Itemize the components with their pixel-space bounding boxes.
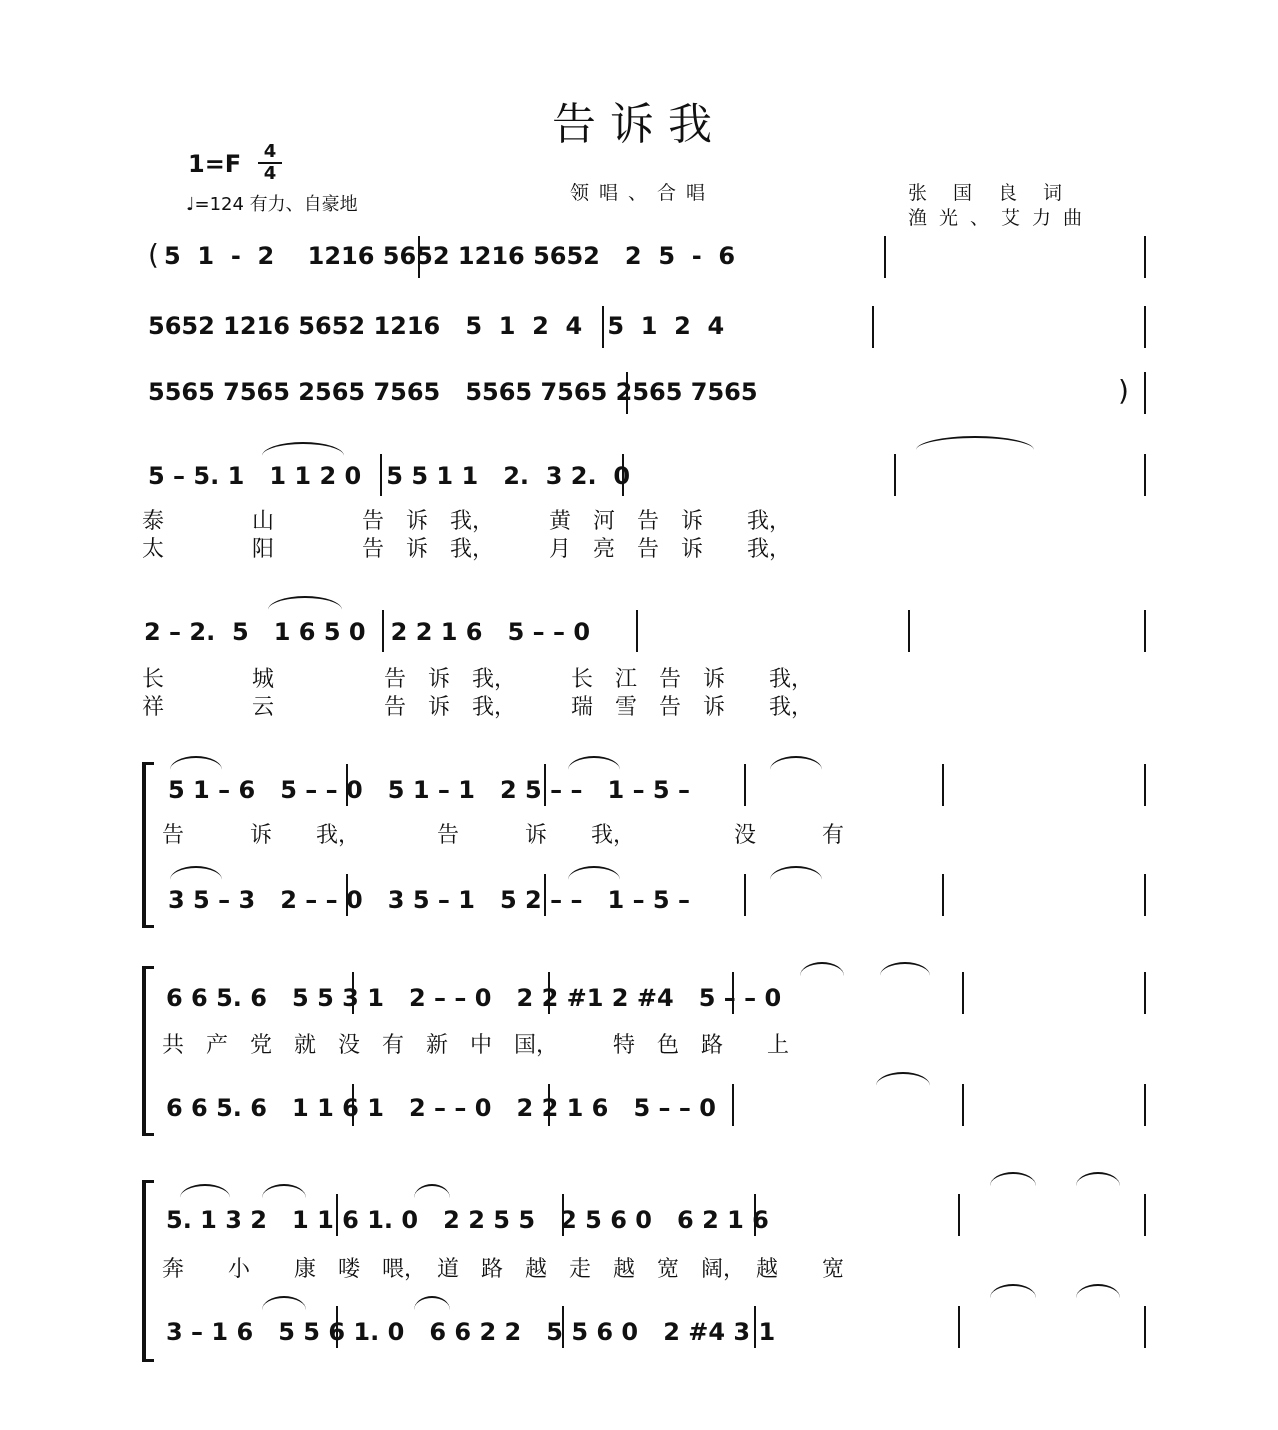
barline <box>962 972 964 1014</box>
barline <box>1144 874 1146 916</box>
slur <box>1076 1284 1120 1298</box>
notes-line: 5565 7565 2565 7565 5565 7565 2565 7565 <box>148 378 758 406</box>
lower-part-notes: 3 – 1 6 5 5 6 1. 0 6 6 2 2 5 5 6 0 2 #4 3 1 <box>166 1318 776 1346</box>
key-signature: 1=F <box>188 150 242 178</box>
staff-system-5 <box>0 596 1278 726</box>
barline <box>626 372 628 414</box>
slur <box>268 596 342 610</box>
barline <box>602 306 604 348</box>
barline <box>548 1084 550 1126</box>
notes-line: 5 1 - 2 1216 5652 1216 5652 2 5 - 6 <box>164 242 736 270</box>
barline <box>336 1306 338 1348</box>
barline <box>894 454 896 496</box>
upper-part-lyrics: 共 产 党 就 没 有 新 中 国， 特 色 路 上 <box>162 1033 790 1058</box>
barline <box>744 874 746 916</box>
slur <box>414 1184 450 1198</box>
part-bracket <box>142 762 154 928</box>
lower-part-notes: 3 5 – 3 2 – – 0 3 5 – 1 5 2 – – 1 – 5 – <box>168 886 690 914</box>
barline <box>1144 306 1146 348</box>
upper-part-lyrics: 告 诉 我， 告 诉 我， 没 有 <box>162 823 845 848</box>
part-bracket <box>142 1180 154 1362</box>
staff-system-4 <box>0 440 1278 570</box>
open-paren: ( <box>148 238 159 271</box>
barline <box>872 306 874 348</box>
slur <box>800 962 844 976</box>
barline <box>942 874 944 916</box>
staff-system-1 <box>0 230 1278 290</box>
upper-part-notes: 5 1 – 6 5 – – 0 5 1 – 1 2 5 – – 1 – 5 – <box>168 776 690 804</box>
barline <box>962 1084 964 1126</box>
barline <box>622 454 624 496</box>
barline <box>346 874 348 916</box>
barline <box>1144 1084 1146 1126</box>
lyrics-verse-2: 太 阳 告 诉 我， 月 亮 告 诉 我， <box>142 537 792 562</box>
barline <box>908 610 910 652</box>
barline <box>544 874 546 916</box>
slur <box>916 436 1034 450</box>
close-paren: ) <box>1118 374 1129 407</box>
barline <box>636 610 638 652</box>
barline <box>958 1306 960 1348</box>
tempo-marking: ♩=124 有力、自豪地 <box>186 194 358 215</box>
barline <box>1144 1306 1146 1348</box>
composer-credit: 渔光、艾力曲 <box>908 207 1095 229</box>
staff-system-8 <box>0 1172 1278 1362</box>
slur <box>990 1284 1036 1298</box>
slur <box>568 756 620 770</box>
staff-system-6 <box>0 756 1278 930</box>
barline <box>1144 764 1146 806</box>
barline <box>732 972 734 1014</box>
barline <box>352 1084 354 1126</box>
barline <box>884 236 886 278</box>
notes-line: 2 – 2. 5 1 6 5 0 2 2 1 6 5 – – 0 <box>144 618 591 646</box>
time-sig-numerator: 4 <box>258 143 282 164</box>
barline <box>562 1306 564 1348</box>
slur <box>568 866 620 880</box>
staff-system-2 <box>0 300 1278 360</box>
barline <box>732 1084 734 1126</box>
barline <box>958 1194 960 1236</box>
slur <box>170 866 222 880</box>
slur <box>876 1072 930 1086</box>
barline <box>754 1306 756 1348</box>
lower-part-notes: 6 6 5. 6 1 1 6 1 2 – – 0 2 2 1 6 5 – – 0 <box>166 1094 716 1122</box>
upper-part-notes: 5. 1 3 2 1 1 6 1. 0 2 2 5 5 2 5 6 0 6 2 1 6 <box>166 1206 769 1234</box>
barline <box>382 610 384 652</box>
notes-line: 5652 1216 5652 1216 5 1 2 4 5 1 2 4 <box>148 312 725 340</box>
barline <box>562 1194 564 1236</box>
slur <box>770 866 822 880</box>
slur <box>1076 1172 1120 1186</box>
upper-part-lyrics: 奔 小 康 喽 喂， 道 路 越 走 越 宽 阔， 越 宽 <box>162 1257 845 1282</box>
staff-system-3 <box>0 366 1278 426</box>
staff-system-7 <box>0 960 1278 1134</box>
page-title: 告诉我 <box>552 99 726 150</box>
lyrics-verse-1: 长 城 告 诉 我， 长 江 告 诉 我， <box>142 667 814 692</box>
slur <box>180 1184 230 1198</box>
barline <box>380 454 382 496</box>
lyricist-credit: 张国良词 <box>908 182 1089 204</box>
barline <box>346 764 348 806</box>
time-signature <box>258 143 282 183</box>
slur <box>990 1172 1036 1186</box>
barline <box>942 764 944 806</box>
barline <box>548 972 550 1014</box>
barline <box>1144 972 1146 1014</box>
slur <box>770 756 822 770</box>
notes-line: 5 – 5. 1 1 1 2 0 5 5 1 1 2. 3 2. 0 <box>148 462 631 490</box>
upper-part-notes: 6 6 5. 6 5 5 3 1 2 – – 0 2 2 #1 2 #4 5 – – 0 <box>166 984 782 1012</box>
barline <box>754 1194 756 1236</box>
slur <box>170 756 222 770</box>
barline <box>352 972 354 1014</box>
slur <box>262 1184 306 1198</box>
barline <box>418 236 420 278</box>
slur <box>262 1296 306 1310</box>
barline <box>1144 454 1146 496</box>
time-sig-denominator: 4 <box>263 163 277 184</box>
barline <box>336 1194 338 1236</box>
barline <box>1144 610 1146 652</box>
lyrics-verse-1: 泰 山 告 诉 我， 黄 河 告 诉 我， <box>142 509 792 534</box>
slur <box>414 1296 450 1310</box>
part-bracket <box>142 966 154 1136</box>
barline <box>1144 372 1146 414</box>
performance-parts: 领唱、合唱 <box>570 182 716 204</box>
barline <box>544 764 546 806</box>
slur <box>880 962 930 976</box>
barline <box>744 764 746 806</box>
barline <box>1144 236 1146 278</box>
slur <box>262 442 344 456</box>
barline <box>1144 1194 1146 1236</box>
lyrics-verse-2: 祥 云 告 诉 我， 瑞 雪 告 诉 我， <box>142 695 814 720</box>
